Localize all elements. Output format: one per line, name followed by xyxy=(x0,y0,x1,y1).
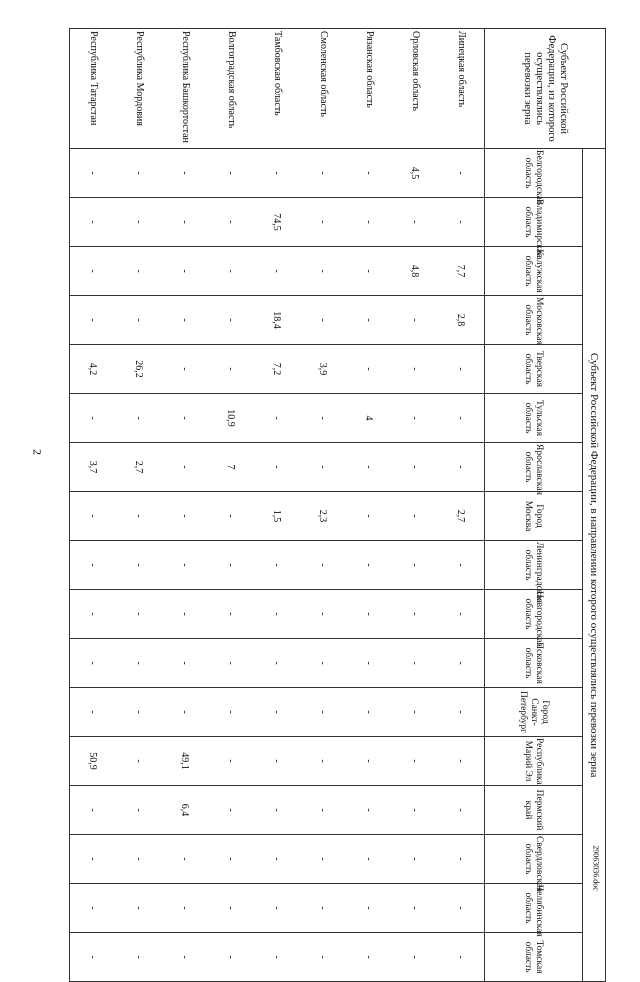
table-cell-value: - xyxy=(116,933,162,982)
table-cell-value: - xyxy=(70,884,117,933)
header-row-group xyxy=(582,29,605,982)
table-cell-value: - xyxy=(438,198,485,247)
table-cell-value: 2,7 xyxy=(116,443,162,492)
table-cell-value: 3,9 xyxy=(300,345,346,394)
table-cell-value: - xyxy=(208,541,254,590)
table-cell-value: - xyxy=(254,688,300,737)
table-cell-value: - xyxy=(70,541,117,590)
table-cell-value: - xyxy=(162,296,208,345)
table-cell-value: - xyxy=(70,590,117,639)
table-cell-value: 4,2 xyxy=(70,345,117,394)
table-cell-value: - xyxy=(300,884,346,933)
table-cell-value: 26,2 xyxy=(116,345,162,394)
table-cell-value: - xyxy=(116,884,162,933)
table-cell-value: - xyxy=(438,639,485,688)
table-cell-value: - xyxy=(70,198,117,247)
table-cell-value: - xyxy=(254,590,300,639)
table-cell-value: - xyxy=(162,247,208,296)
table-cell-value: - xyxy=(208,296,254,345)
table-cell-value: - xyxy=(208,247,254,296)
table-cell-value: - xyxy=(300,247,346,296)
table-cell-value: - xyxy=(300,296,346,345)
page-number: 2 xyxy=(30,449,45,455)
table-cell-value: - xyxy=(208,688,254,737)
table-cell-value: - xyxy=(438,590,485,639)
column-header-region: Челябинская область xyxy=(485,884,583,933)
table-cell-value: - xyxy=(346,541,392,590)
table-row xyxy=(300,29,346,982)
table-cell-value: - xyxy=(116,590,162,639)
table-body xyxy=(70,29,485,982)
table-cell-value: - xyxy=(162,345,208,394)
table-cell-value: - xyxy=(438,933,485,982)
table-cell-value: - xyxy=(162,149,208,198)
table-cell-value: - xyxy=(208,149,254,198)
table-cell-value: - xyxy=(438,345,485,394)
table-cell-value: - xyxy=(208,884,254,933)
table-cell-value: - xyxy=(300,541,346,590)
table-cell-value: - xyxy=(70,296,117,345)
table-cell-value: - xyxy=(392,835,438,884)
table-cell-value: - xyxy=(392,345,438,394)
table-cell-value: - xyxy=(438,688,485,737)
table-cell-value: - xyxy=(254,247,300,296)
table-cell-value: - xyxy=(208,786,254,835)
table-cell-value: - xyxy=(116,296,162,345)
table-cell-value: 2,3 xyxy=(300,492,346,541)
column-header-region: Свердловская область xyxy=(485,835,583,884)
table-cell-value: - xyxy=(300,786,346,835)
table-cell-value: - xyxy=(346,590,392,639)
table-cell-value: - xyxy=(392,884,438,933)
table-cell-value: - xyxy=(208,835,254,884)
column-header-region: Тульская область xyxy=(485,394,583,443)
table-cell-value: - xyxy=(208,639,254,688)
row-label-source-region: Рязанская область xyxy=(346,29,392,149)
row-label-source-region: Тамбовская область xyxy=(254,29,300,149)
table-cell-value: - xyxy=(392,786,438,835)
table-cell-value: - xyxy=(392,198,438,247)
row-label-source-region: Республика Мордовия xyxy=(116,29,162,149)
table-cell-value: 49,1 xyxy=(162,737,208,786)
table-row xyxy=(438,29,485,982)
column-header-region: Город Москва xyxy=(485,492,583,541)
table-cell-value: - xyxy=(254,149,300,198)
table-cell-value: - xyxy=(116,394,162,443)
table-cell-value: - xyxy=(346,247,392,296)
table-row xyxy=(254,29,300,982)
column-header-region: Тверская область xyxy=(485,345,583,394)
column-header-region: Ленинградская область xyxy=(485,541,583,590)
table-cell-value: - xyxy=(116,737,162,786)
row-label-source-region: Республика Татарстан xyxy=(70,29,117,149)
table-cell-value: - xyxy=(300,835,346,884)
table-cell-value: - xyxy=(392,541,438,590)
table-cell-value: - xyxy=(254,394,300,443)
table-cell-value: - xyxy=(392,639,438,688)
table-cell-value: - xyxy=(438,835,485,884)
column-header-region: Московская область xyxy=(485,296,583,345)
table-cell-value: - xyxy=(346,884,392,933)
table-cell-value: - xyxy=(300,149,346,198)
table-cell-value: - xyxy=(392,688,438,737)
document-id: 29063036.doc xyxy=(591,845,601,891)
table-cell-value: - xyxy=(70,394,117,443)
subject-header: Субъект Российской Федерации, из которого осуществлялись перевозки зерна xyxy=(485,29,606,149)
destination-group-header: Субъект Российской Федерации, в направлении которого осуществлялись перевозки зерна xyxy=(582,149,605,982)
table-cell-value: - xyxy=(346,443,392,492)
table-cell-value: - xyxy=(254,933,300,982)
table-cell-value: - xyxy=(208,198,254,247)
table-cell-value: - xyxy=(162,443,208,492)
row-label-source-region: Республика Башкортостан xyxy=(162,29,208,149)
table-cell-value: - xyxy=(346,786,392,835)
table-cell-value: - xyxy=(392,394,438,443)
column-header-region: Владимирская область xyxy=(485,198,583,247)
table-cell-value: - xyxy=(392,492,438,541)
table-cell-value: - xyxy=(162,198,208,247)
table-cell-value: 2,7 xyxy=(438,492,485,541)
table-cell-value: - xyxy=(300,933,346,982)
table-cell-value: 7,2 xyxy=(254,345,300,394)
row-label-source-region: Смоленская область xyxy=(300,29,346,149)
table-cell-value: - xyxy=(254,639,300,688)
table-cell-value: 74,5 xyxy=(254,198,300,247)
column-header-region: Новгородская область xyxy=(485,590,583,639)
table-cell-value: 7,7 xyxy=(438,247,485,296)
table-cell-value: - xyxy=(392,933,438,982)
table-cell-value: - xyxy=(346,688,392,737)
column-header-region: Томская область xyxy=(485,933,583,982)
table-cell-value: - xyxy=(254,786,300,835)
table-cell-value: - xyxy=(70,639,117,688)
row-label-source-region: Волгоградская область xyxy=(208,29,254,149)
column-header-region: Пермский край xyxy=(485,786,583,835)
table-cell-value: - xyxy=(438,149,485,198)
table-cell-value: 50,9 xyxy=(70,737,117,786)
table-cell-value: - xyxy=(300,394,346,443)
table-cell-value: - xyxy=(208,492,254,541)
table-cell-value: 4,8 xyxy=(392,247,438,296)
table-cell-value: 4,5 xyxy=(392,149,438,198)
table-cell-value: - xyxy=(300,688,346,737)
table-row xyxy=(392,29,438,982)
table-cell-value: - xyxy=(346,639,392,688)
table-cell-value: - xyxy=(300,639,346,688)
table-cell-value: - xyxy=(346,345,392,394)
table-cell-value: - xyxy=(254,443,300,492)
table-cell-value: - xyxy=(162,590,208,639)
table-cell-value: - xyxy=(116,786,162,835)
table-cell-value: 2,8 xyxy=(438,296,485,345)
table-cell-value: - xyxy=(162,541,208,590)
table-cell-value: - xyxy=(254,835,300,884)
table-cell-value: - xyxy=(70,688,117,737)
table-cell-value: - xyxy=(116,198,162,247)
table-cell-value: - xyxy=(162,394,208,443)
table-cell-value: - xyxy=(438,786,485,835)
table-row xyxy=(162,29,208,982)
table-cell-value: - xyxy=(300,198,346,247)
row-label-source-region: Орловская область xyxy=(392,29,438,149)
table-cell-value: - xyxy=(346,149,392,198)
table-cell-value: - xyxy=(300,443,346,492)
table-cell-value: - xyxy=(70,835,117,884)
table-cell-value: - xyxy=(116,688,162,737)
table-cell-value: - xyxy=(70,933,117,982)
table-cell-value: - xyxy=(438,541,485,590)
table-cell-value: - xyxy=(70,786,117,835)
table-cell-value: - xyxy=(392,737,438,786)
table-cell-value: 4 xyxy=(346,394,392,443)
column-header-region: Республика Марий Эл xyxy=(485,737,583,786)
table-cell-value: - xyxy=(116,835,162,884)
table-cell-value: - xyxy=(300,737,346,786)
table-cell-value: 18,4 xyxy=(254,296,300,345)
table-cell-value: - xyxy=(438,394,485,443)
table-cell-value: - xyxy=(208,590,254,639)
table-cell-value: - xyxy=(300,590,346,639)
column-header-region: Калужская область xyxy=(485,247,583,296)
column-header-region: Белгородская область xyxy=(485,149,583,198)
table-cell-value: 10,9 xyxy=(208,394,254,443)
table-cell-value: - xyxy=(162,492,208,541)
table-cell-value: - xyxy=(392,443,438,492)
table-cell-value: - xyxy=(70,492,117,541)
table-cell-value: - xyxy=(346,835,392,884)
grain-transport-table xyxy=(69,28,606,982)
table-cell-value: 1,5 xyxy=(254,492,300,541)
table-cell-value: - xyxy=(162,639,208,688)
table-cell-value: - xyxy=(392,296,438,345)
table-cell-value: - xyxy=(438,443,485,492)
table-cell-value: - xyxy=(116,541,162,590)
table-cell-value: 6,4 xyxy=(162,786,208,835)
table-cell-value: - xyxy=(346,933,392,982)
table-cell-value: - xyxy=(162,688,208,737)
table-frame xyxy=(56,28,606,974)
table-cell-value: - xyxy=(116,639,162,688)
column-header-region: Город Санкт-Петербург xyxy=(485,688,583,737)
row-label-source-region: Липецкая область xyxy=(438,29,485,149)
table-cell-value: - xyxy=(346,198,392,247)
table-cell-value: - xyxy=(438,884,485,933)
table-cell-value: - xyxy=(208,933,254,982)
table-row xyxy=(208,29,254,982)
table-cell-value: - xyxy=(254,737,300,786)
table-cell-value: - xyxy=(70,247,117,296)
table-cell-value: - xyxy=(116,149,162,198)
header-row-regions xyxy=(485,29,583,982)
table-cell-value: - xyxy=(346,737,392,786)
table-cell-value: - xyxy=(254,884,300,933)
table-cell-value: - xyxy=(70,149,117,198)
table-cell-value: 3,7 xyxy=(70,443,117,492)
table-row xyxy=(70,29,117,982)
column-header-region: Псковская область xyxy=(485,639,583,688)
table-cell-value: - xyxy=(208,345,254,394)
table-cell-value: - xyxy=(162,835,208,884)
table-cell-value: - xyxy=(438,737,485,786)
column-header-region: Ярославская область xyxy=(485,443,583,492)
table-cell-value: 7 xyxy=(208,443,254,492)
table-cell-value: - xyxy=(162,933,208,982)
table-row xyxy=(346,29,392,982)
table-cell-value: - xyxy=(346,492,392,541)
table-cell-value: - xyxy=(346,296,392,345)
table-cell-value: - xyxy=(254,541,300,590)
table-cell-value: - xyxy=(116,247,162,296)
table-cell-value: - xyxy=(208,737,254,786)
table-cell-value: - xyxy=(392,590,438,639)
table-cell-value: - xyxy=(162,884,208,933)
table-cell-value: - xyxy=(116,492,162,541)
table-row xyxy=(116,29,162,982)
